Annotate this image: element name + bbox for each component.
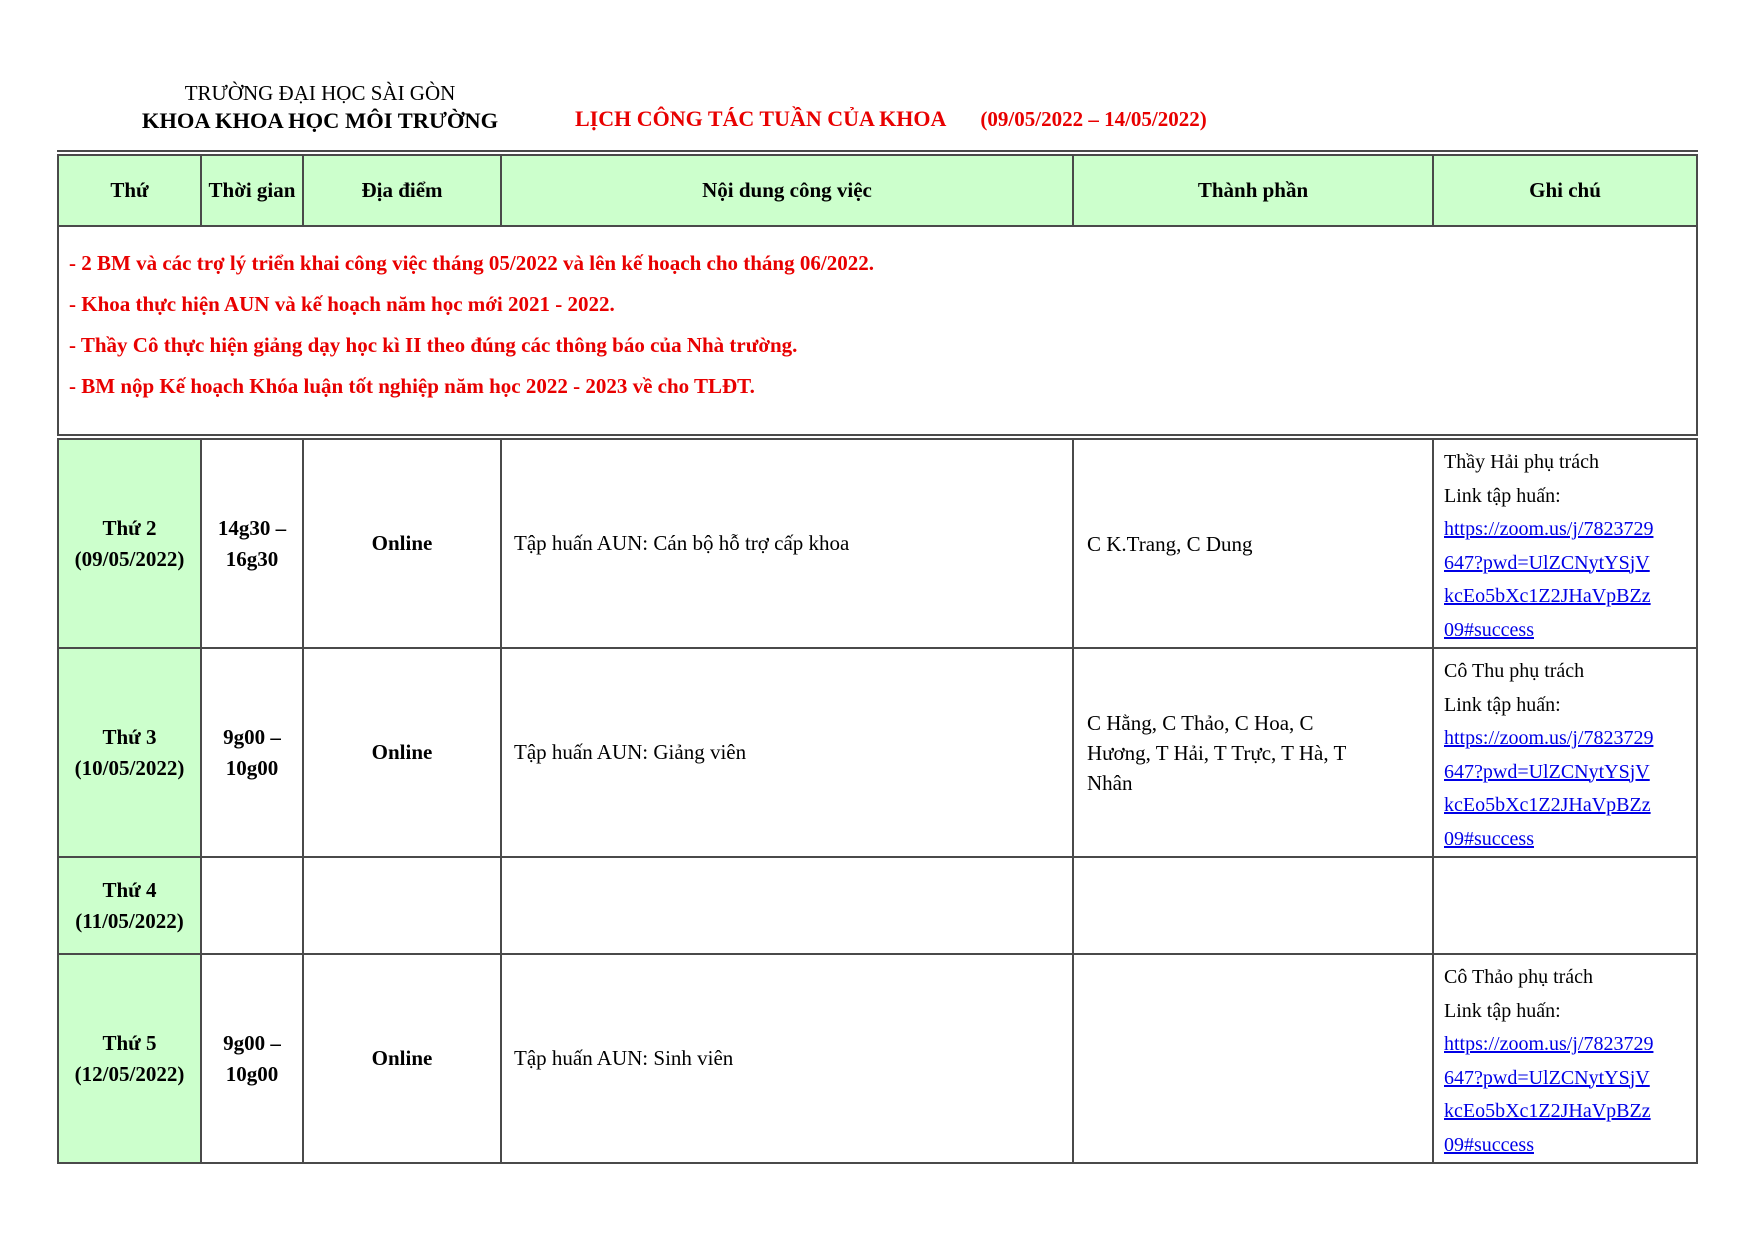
participants-cell: C Hằng, C Thảo, C Hoa, C Hương, T Hải, T Trực, T Hà, T Nhân (1073, 648, 1433, 857)
day-date: (11/05/2022) (75, 908, 184, 933)
header-time: Thời gian (201, 153, 303, 226)
header-participants: Thành phần (1073, 153, 1433, 226)
organisation-block (85, 80, 555, 134)
time-cell: 9g00 – 10g00 (201, 954, 303, 1163)
header-location: Địa điểm (303, 153, 501, 226)
note-link-label: Link tập huấn: (1444, 484, 1561, 507)
zoom-meeting-link[interactable] (1444, 513, 1690, 647)
zoom-link-line[interactable]: 09#success (1444, 1133, 1534, 1156)
zoom-meeting-link[interactable] (1444, 722, 1690, 856)
content-cell: Tập huấn AUN: Sinh viên (501, 954, 1073, 1163)
schedule-row-thursday (58, 954, 1697, 1163)
faculty-name: KHOA KHOA HỌC MÔI TRƯỜNG (141, 108, 499, 133)
zoom-link-line[interactable]: 647?pwd=UlZCNytYSjV (1444, 551, 1650, 574)
day-label: Thứ 5 (102, 1030, 157, 1055)
content-cell (501, 857, 1073, 954)
zoom-link-line[interactable]: 09#success (1444, 618, 1534, 641)
notes-cell (1433, 857, 1697, 954)
zoom-meeting-link[interactable] (1444, 1028, 1690, 1162)
zoom-link-line[interactable]: 647?pwd=UlZCNytYSjV (1444, 1066, 1650, 1089)
day-cell (58, 648, 201, 857)
day-cell (58, 857, 201, 954)
general-notes-row (58, 226, 1697, 437)
location-cell (303, 857, 501, 954)
zoom-link-line[interactable]: https://zoom.us/j/7823729 (1444, 727, 1654, 749)
notes-cell (1433, 648, 1697, 857)
participants-cell (1073, 857, 1433, 954)
day-cell (58, 954, 201, 1163)
schedule-row-monday (58, 437, 1697, 648)
schedule-table (57, 150, 1698, 1164)
header-notes: Ghi chú (1433, 153, 1697, 226)
content-cell: Tập huấn AUN: Giảng viên (501, 648, 1073, 857)
note-person: Thầy Hải phụ trách (1444, 451, 1599, 473)
note-person: Cô Thu phụ trách (1444, 660, 1585, 682)
time-cell: 9g00 – 10g00 (201, 648, 303, 857)
location-cell: Online (303, 648, 501, 857)
location-cell: Online (303, 437, 501, 648)
day-label: Thứ 2 (102, 515, 157, 540)
document-title (575, 106, 1207, 132)
general-note-line: - 2 BM và các trợ lý triển khai công việc tháng 05/2022 và lên kế hoạch cho tháng 06/2022. (69, 251, 874, 275)
notes-cell (1433, 437, 1697, 648)
schedule-date-range: (09/05/2022 – 14/05/2022) (980, 107, 1207, 131)
zoom-link-line[interactable]: kcEo5bXc1Z2JHaVpBZz (1444, 585, 1651, 607)
general-note-line: - BM nộp Kế hoạch Khóa luận tốt nghiệp năm học 2022 - 2023 về cho TLĐT. (69, 374, 755, 398)
table-header-row (58, 153, 1697, 226)
day-date: (12/05/2022) (74, 1061, 185, 1086)
content-cell: Tập huấn AUN: Cán bộ hỗ trợ cấp khoa (501, 437, 1073, 648)
participants-cell: C K.Trang, C Dung (1073, 437, 1433, 648)
time-cell (201, 857, 303, 954)
time-cell: 14g30 – 16g30 (201, 437, 303, 648)
zoom-link-line[interactable]: 647?pwd=UlZCNytYSjV (1444, 760, 1650, 783)
schedule-row-wednesday (58, 857, 1697, 954)
zoom-link-line[interactable]: kcEo5bXc1Z2JHaVpBZz (1444, 794, 1651, 816)
zoom-link-line[interactable]: https://zoom.us/j/7823729 (1444, 518, 1654, 540)
zoom-link-line[interactable]: kcEo5bXc1Z2JHaVpBZz (1444, 1100, 1651, 1122)
day-label: Thứ 4 (102, 877, 157, 902)
header-content: Nội dung công việc (501, 153, 1073, 226)
day-label: Thứ 3 (102, 724, 157, 749)
participants-cell (1073, 954, 1433, 1163)
note-link-label: Link tập huấn: (1444, 999, 1561, 1022)
note-link-label: Link tập huấn: (1444, 693, 1561, 716)
header-day: Thứ (58, 153, 201, 226)
note-person: Cô Thảo phụ trách (1444, 966, 1594, 988)
day-date: (09/05/2022) (74, 546, 185, 571)
university-name: TRƯỜNG ĐẠI HỌC SÀI GÒN (184, 81, 456, 105)
general-note-line: - Thầy Cô thực hiện giảng dạy học kì II theo đúng các thông báo của Nhà trường. (69, 333, 798, 357)
schedule-title: LỊCH CÔNG TÁC TUẦN CỦA KHOA (575, 106, 947, 131)
day-cell (58, 437, 201, 648)
notes-cell (1433, 954, 1697, 1163)
schedule-row-tuesday (58, 648, 1697, 857)
day-date: (10/05/2022) (74, 755, 185, 780)
zoom-link-line[interactable]: https://zoom.us/j/7823729 (1444, 1033, 1654, 1055)
general-notes-cell (58, 226, 1697, 437)
location-cell: Online (303, 954, 501, 1163)
zoom-link-line[interactable]: 09#success (1444, 827, 1534, 850)
general-note-line: - Khoa thực hiện AUN và kế hoạch năm học mới 2021 - 2022. (69, 292, 615, 316)
